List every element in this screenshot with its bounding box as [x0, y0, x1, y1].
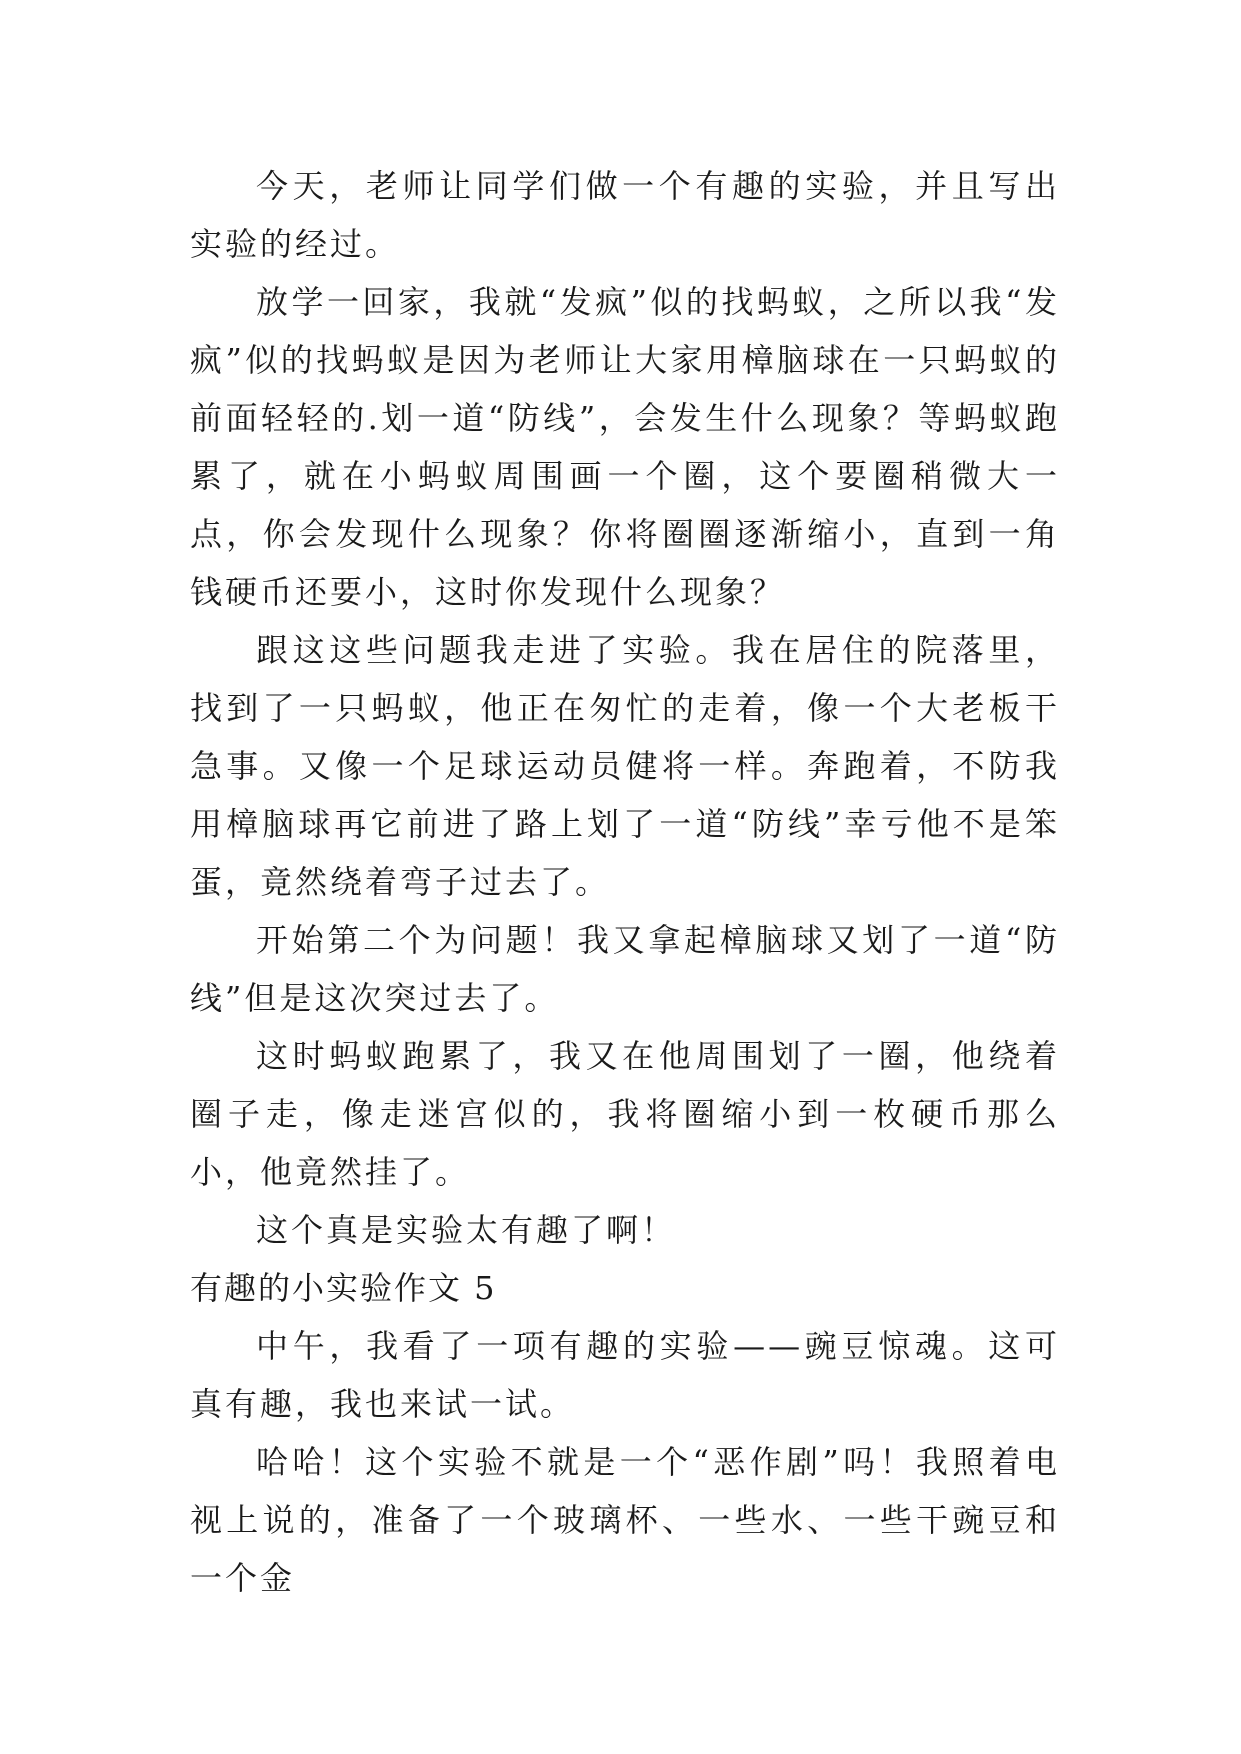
- paragraph-circle: 这时蚂蚁跑累了，我又在他周围划了一圈，他绕着圈子走，像走迷宫似的，我将圈缩小到一枚硬币那么小，他竟然挂了。: [190, 1037, 1060, 1191]
- paragraph-second-question: 开始第二个为问题！我又拿起樟脑球又划了一道“防线”但是这次突过去了。: [190, 921, 1060, 1017]
- section-heading: 有趣的小实验作文 5: [190, 1269, 497, 1307]
- paragraph-instructions: 放学一回家，我就“发疯”似的找蚂蚁，之所以我“发疯”似的找蚂蚁是因为老师让大家用樟脑球在一只蚂蚁的前面轻轻的.划一道“防线”，会发生什么现象？等蚂蚁跑累了，就在小蚂蚁周围画一个圈，这个要圈稍微大一点，你会发现什么现象？你将圈圈逐渐缩小，直到一角钱硬币还要小，这时你发现什么现象？: [190, 283, 1060, 611]
- paragraph-prank: 哈哈！这个实验不就是一个“恶作剧”吗！我照着电视上说的，准备了一个玻璃杯、一些水、一些干豌豆和一个金: [190, 1443, 1060, 1597]
- paragraph-noon: 中午，我看了一项有趣的实验——豌豆惊魂。这可真有趣，我也来试一试。: [190, 1327, 1060, 1423]
- paragraph-conclusion: 这个真是实验太有趣了啊！: [256, 1211, 677, 1249]
- paragraph-experiment-start: 跟这这些问题我走进了实验。我在居住的院落里，找到了一只蚂蚁，他正在匆忙的走着，像一个大老板干急事。又像一个足球运动员健将一样。奔跑着，不防我用樟脑球再它前进了路上划了一道“防线”幸亏他不是笨蛋，竟然绕着弯子过去了。: [190, 631, 1060, 901]
- paragraph-intro: 今天，老师让同学们做一个有趣的实验，并且写出实验的经过。: [190, 167, 1060, 263]
- document-body: [190, 157, 1060, 1607]
